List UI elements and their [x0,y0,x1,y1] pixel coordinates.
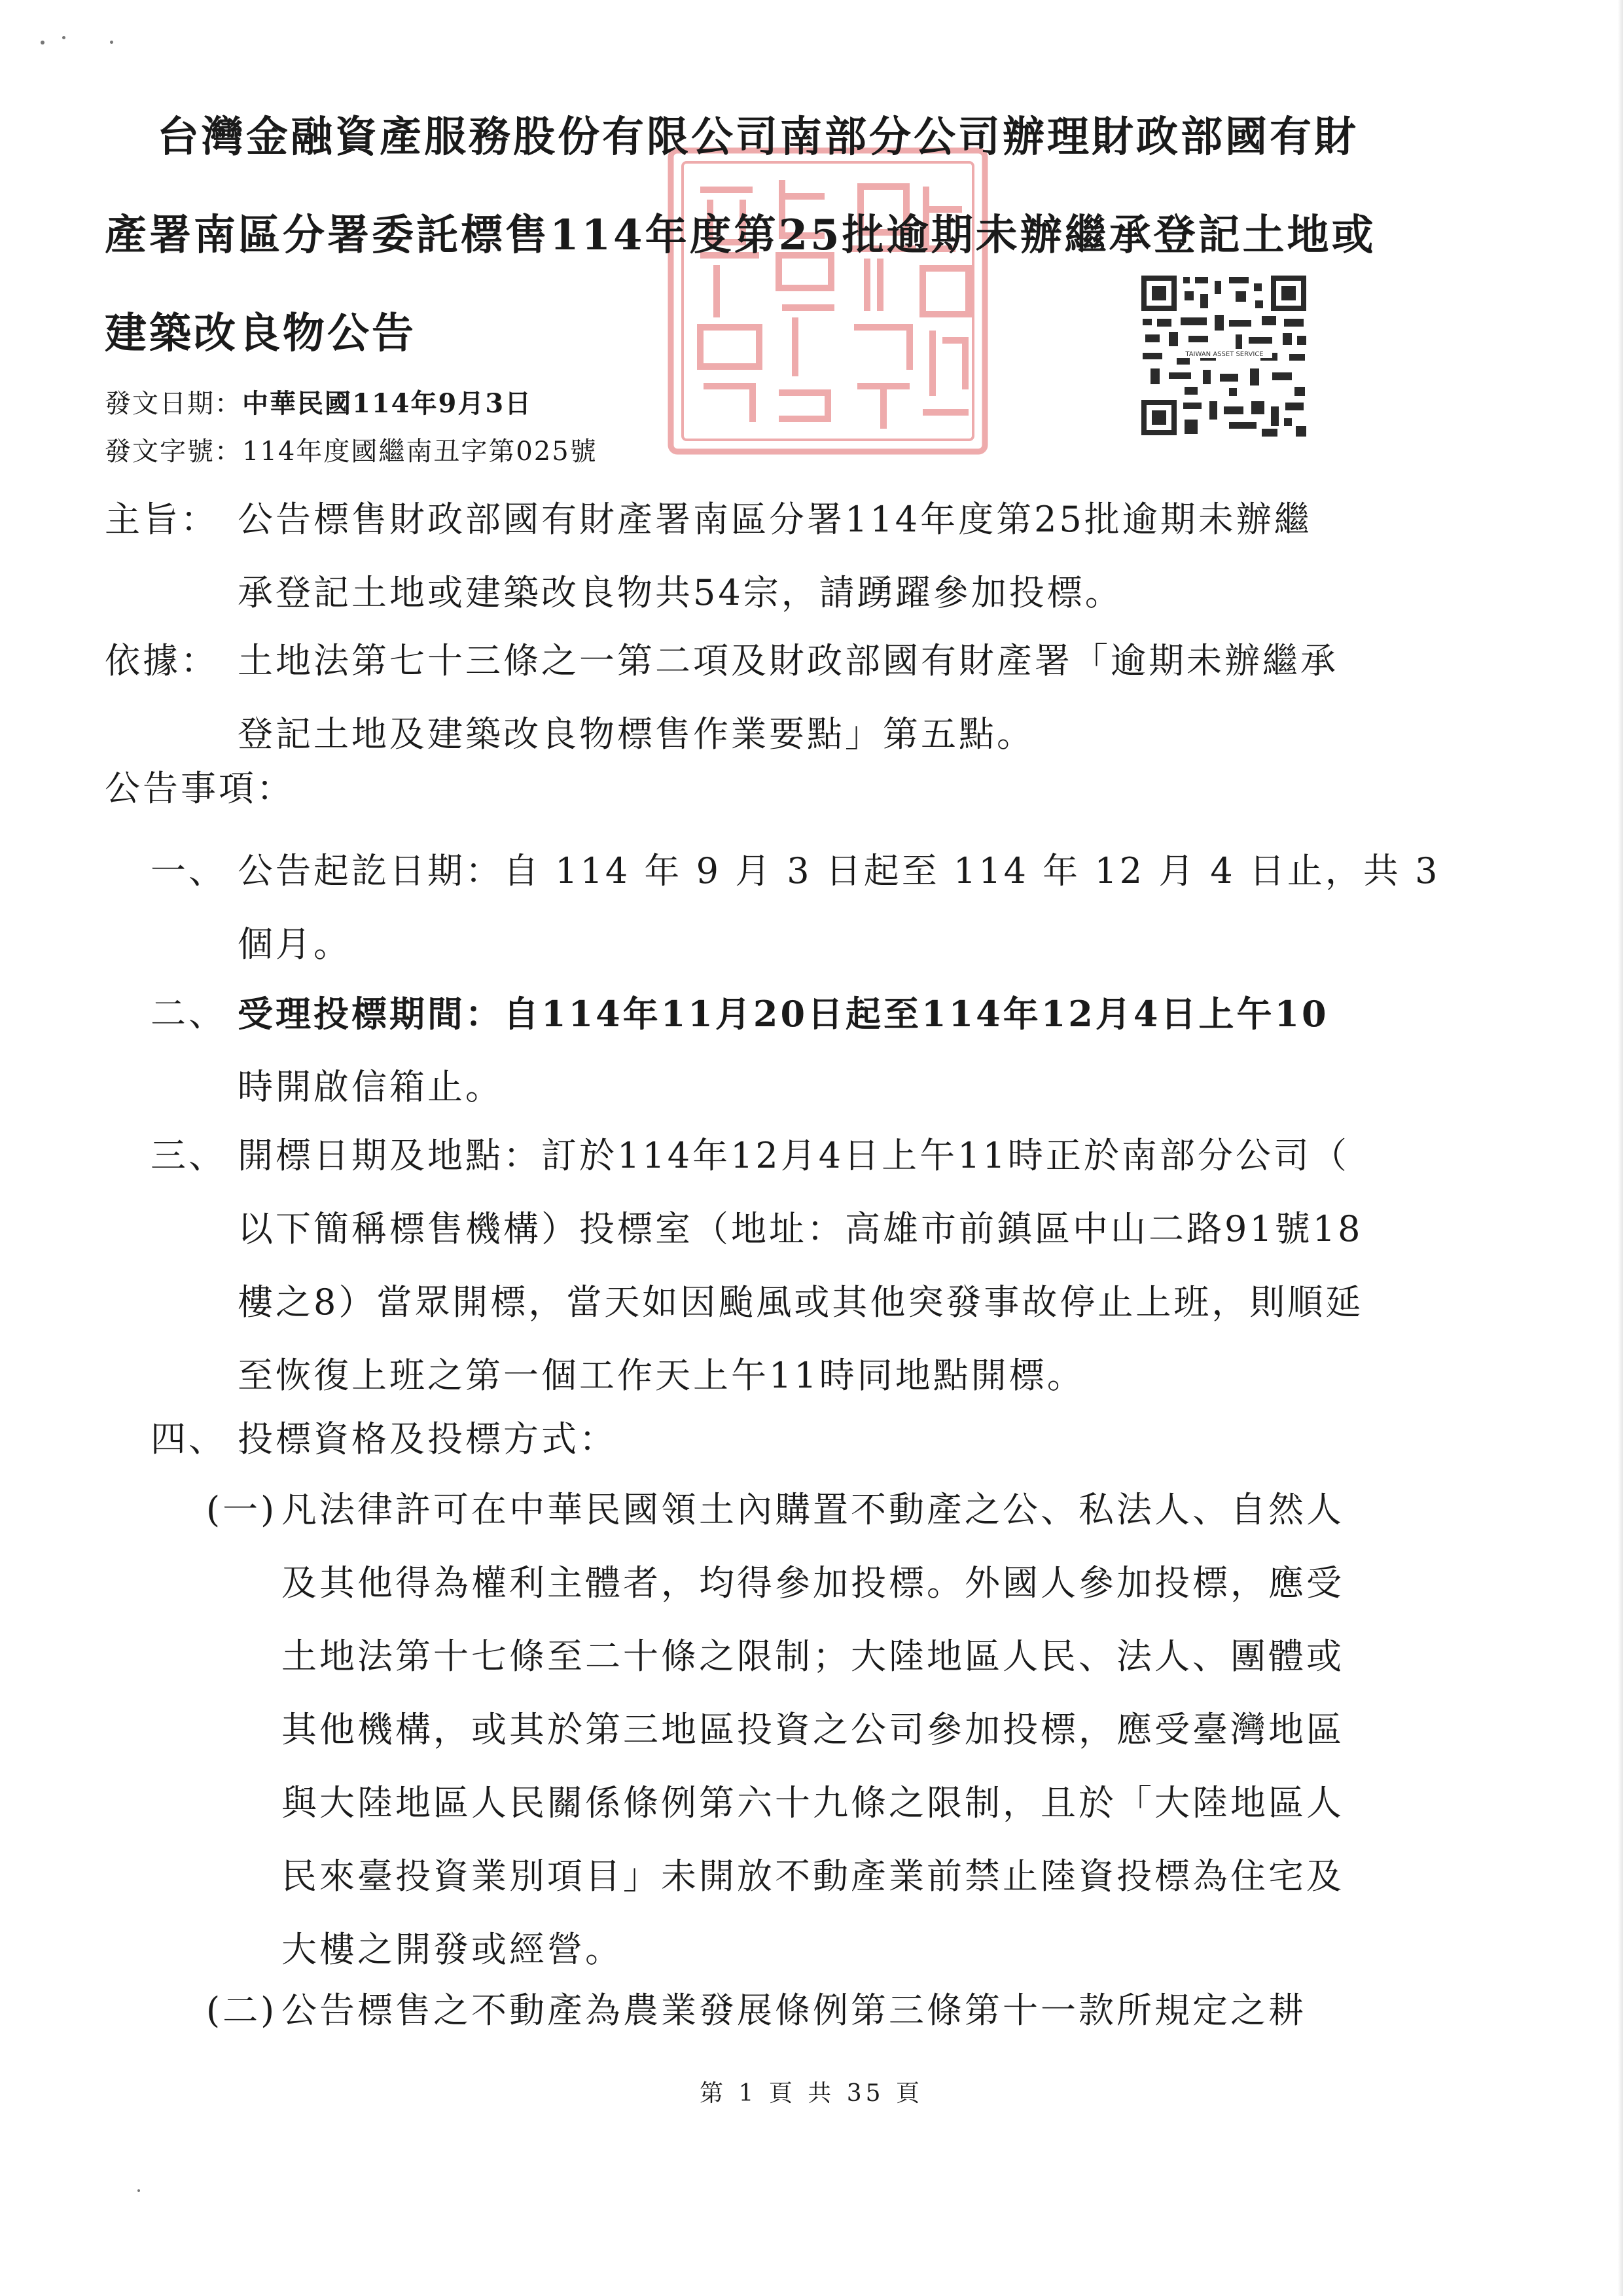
issue-date [105,383,532,420]
subject-line: 承登記土地或建築改良物共54宗，請踴躍參加投標。 [238,572,1123,613]
issue-date-value: 中華民國114年9月3日 [242,388,533,419]
notice-heading: 公告事項： [105,768,294,809]
item-4-text [238,1403,617,1476]
title-line-3: 建築改良物公告 [105,309,416,358]
subject-text [238,483,1312,630]
item-line: 投標資格及投標方式： [238,1418,617,1460]
item-line: 開標日期及地點：訂於114年12月4日上午11時正於南部分公司（ [238,1135,1349,1176]
item-line: 至恢復上班之第一個工作天上午11時同地點開標。 [238,1355,1085,1396]
item-line: 以下簡稱標售機構）投標室（地址：高雄市前鎮區中山二路91號18 [238,1208,1363,1249]
item-3-text [238,1119,1363,1412]
scan-speck [62,36,65,39]
document-title [105,88,1525,383]
subject-label: 主旨： [105,499,219,540]
item-line: 時開啟信箱止。 [238,1066,503,1107]
title-line-1: 台灣金融資產服務股份有限公司南部分公司辦理財政部國有財 [157,113,1359,162]
document-reference-number [105,431,597,468]
reference-label: 發文字號： [105,437,242,467]
subitem-2-text [281,1974,1306,2047]
item-1-text [238,834,1440,981]
item-2-label: 二、 [151,993,226,1034]
title-line-2: 產署南區分署委託標售114年度第25批逾期未辦繼承登記土地或 [105,211,1376,260]
scan-edge-shadow [1618,0,1623,2296]
item-3-label: 三、 [151,1135,226,1176]
subitem-line: 與大陸地區人民關係條例第六十九條之限制，且於「大陸地區人 [281,1782,1344,1823]
basis-text [238,624,1338,771]
item-2-text [238,977,1329,1124]
basis-line: 登記土地及建築改良物標售作業要點」第五點。 [238,713,1035,755]
qr-caption: TAIWAN ASSET SERVICE [1185,351,1264,358]
subject-line: 公告標售財政部國有財產署南區分署114年度第25批逾期未辦繼 [238,499,1312,540]
subitem-line: 其他機構，或其於第三地區投資之公司參加投標，應受臺灣地區 [281,1709,1344,1750]
subitem-line: 大樓之開發或經營。 [281,1929,623,1970]
subitem-line: 凡法律許可在中華民國領土內購置不動產之公、私法人、自然人 [281,1489,1344,1530]
scan-speck [41,41,45,45]
item-4-label: 四、 [151,1418,226,1460]
subitem-line: 公告標售之不動產為農業發展條例第三條第十一款所規定之耕 [281,1990,1306,2031]
reference-value: 114年度國繼南丑字第025號 [242,437,597,467]
basis-label: 依據： [105,640,219,681]
item-line: 公告起訖日期：自 114 年 9 月 3 日起至 114 年 12 月 4 日止，共 3 [238,850,1440,891]
subitem-1-text [281,1473,1344,1986]
item-line: 個月。 [238,924,351,965]
issue-date-label: 發文日期： [105,389,242,419]
item-1-label: 一、 [151,850,226,891]
subitem-line: 民來臺投資業別項目」未開放不動產業前禁止陸資投標為住宅及 [281,1856,1344,1897]
item-line: 樓之8）當眾開標，當天如因颱風或其他突發事故停止上班，則順延 [238,1282,1364,1323]
scan-speck [110,41,113,44]
subitem-2-label: (二) [206,1990,277,2031]
scan-speck [137,2189,140,2192]
subitem-1-label: (一) [206,1489,277,1530]
item-line: 受理投標期間：自114年11月20日起至114年12月4日上午10 [238,993,1329,1035]
subitem-line: 及其他得為權利主體者，均得參加投標。外國人參加投標，應受 [281,1562,1344,1604]
subitem-line: 土地法第十七條至二十條之限制；大陸地區人民、法人、團體或 [281,1636,1344,1677]
page-number-footer: 第 1 頁 共 35 頁 [700,2080,923,2107]
basis-line: 土地法第七十三條之一第二項及財政部國有財產署「逾期未辦繼承 [238,640,1338,681]
